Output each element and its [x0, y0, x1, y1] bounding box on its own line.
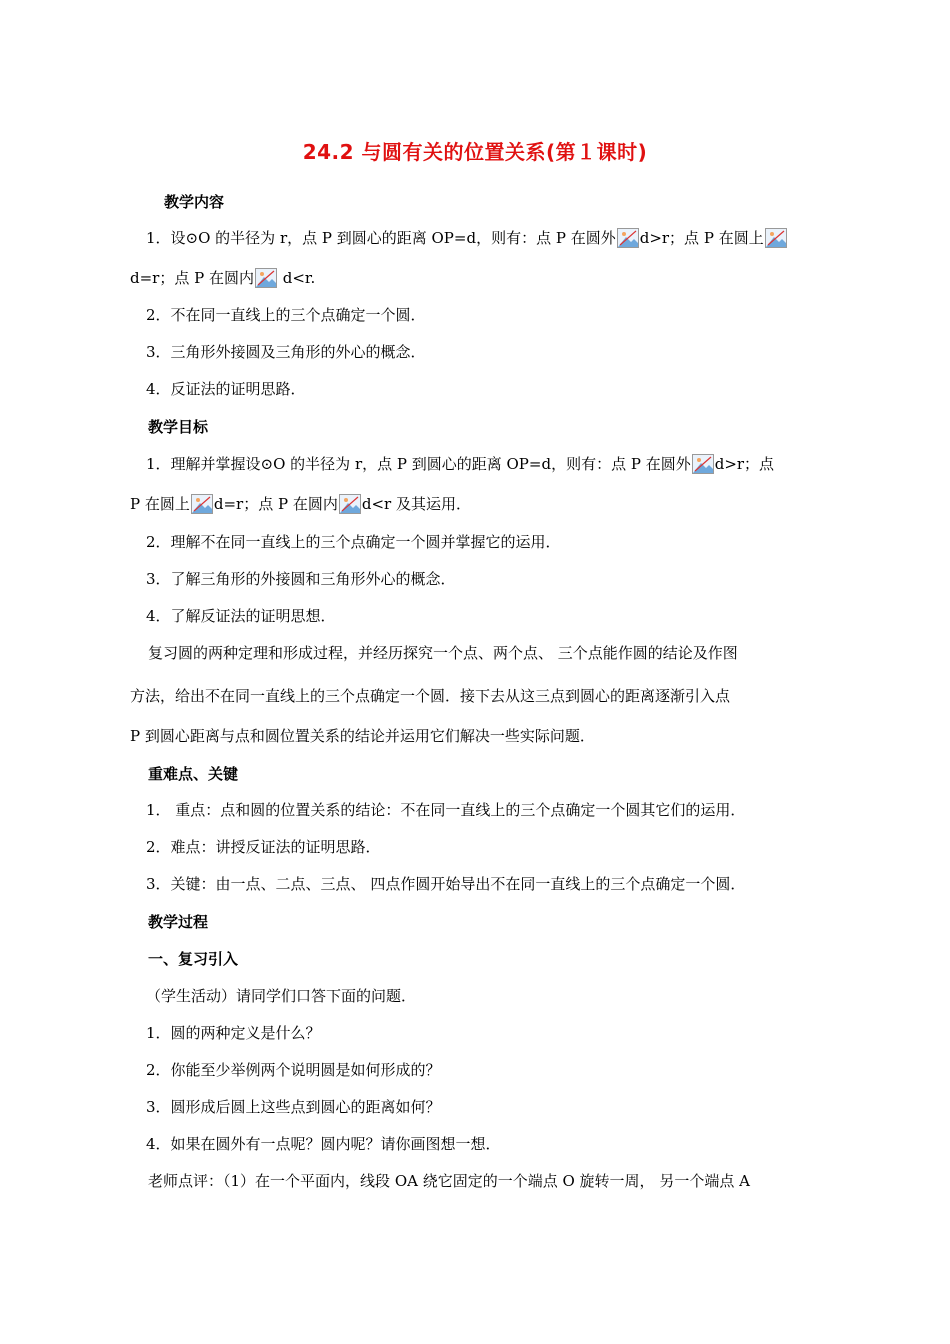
goal-paragraph-line-1: 复习圆的两种定理和形成过程，并经历探究一个点、两个点、 三个点能作圆的结论及作图: [148, 644, 738, 662]
section-heading-process: 教学过程: [148, 913, 209, 931]
goal-item-1-line-2: P 在圆上 d=r；点 P 在圆内 d<r 及其运用．: [130, 495, 471, 513]
broken-image-icon: [191, 494, 213, 514]
broken-image-icon: [255, 268, 277, 288]
broken-image-icon: [692, 454, 714, 474]
goal-paragraph-line-2: 方法，给出不在同一直线上的三个点确定一个圆．接下去从这三点到圆心的距离逐渐引入点: [130, 687, 731, 705]
review-question-2: 2．你能至少举例两个说明圆是如何形成的？: [146, 1061, 441, 1079]
broken-image-icon: [617, 228, 639, 248]
broken-image-icon: [765, 228, 787, 248]
content-item-2: 2．不在同一直线上的三个点确定一个圆．: [146, 306, 426, 324]
goal-item-4: 4．了解反证法的证明思想．: [146, 607, 336, 625]
goal-paragraph-line-3: P 到圆心距离与点和圆位置关系的结论并运用它们解决一些实际问题．: [130, 727, 595, 745]
teacher-comment: 老师点评：（1）在一个平面内，线段 OA 绕它固定的一个端点 O 旋转一周， 另一个端点 A: [148, 1172, 750, 1190]
review-intro: （学生活动）请同学们口答下面的问题．: [146, 987, 417, 1005]
review-question-1: 1．圆的两种定义是什么？: [146, 1024, 321, 1042]
page-title: 24.2 与圆有关的位置关系(第１课时): [302, 140, 648, 164]
content-item-3: 3．三角形外接圆及三角形的外心的概念．: [146, 343, 426, 361]
goal-item-1-line-1: 1．理解并掌握设⊙O 的半径为 r，点 P 到圆心的距离 OP=d，则有：点 P 在圆外 d>r；点: [146, 455, 775, 473]
review-question-4: 4．如果在圆外有一点呢？圆内呢？请你画图想一想．: [146, 1135, 501, 1153]
section-heading-goals: 教学目标: [148, 418, 209, 436]
goal-item-2: 2．理解不在同一直线上的三个点确定一个圆并掌握它的运用．: [146, 533, 561, 551]
content-item-1-line-2: d=r；点 P 在圆内 d<r.: [130, 269, 316, 287]
section-heading-key: 重难点、关键: [148, 765, 239, 783]
key-item-1: 1． 重点：点和圆的位置关系的结论：不在同一直线上的三个点确定一个圆其它们的运用．: [146, 801, 746, 819]
goal-item-3: 3．了解三角形的外接圆和三角形外心的概念．: [146, 570, 456, 588]
broken-image-icon: [339, 494, 361, 514]
review-question-3: 3．圆形成后圆上这些点到圆心的距离如何？: [146, 1098, 441, 1116]
section-heading-review: 一、复习引入: [148, 950, 239, 968]
content-item-1-line-1: 1．设⊙O 的半径为 r，点 P 到圆心的距离 OP=d，则有：点 P 在圆外 d>r；点 P 在圆上: [146, 227, 836, 249]
section-heading-content: 教学内容: [164, 193, 225, 211]
key-item-2: 2．难点：讲授反证法的证明思路．: [146, 838, 381, 856]
key-item-3: 3．关键：由一点、二点、三点、 四点作圆开始导出不在同一直线上的三个点确定一个圆．: [146, 875, 746, 893]
content-item-4: 4．反证法的证明思路．: [146, 380, 306, 398]
